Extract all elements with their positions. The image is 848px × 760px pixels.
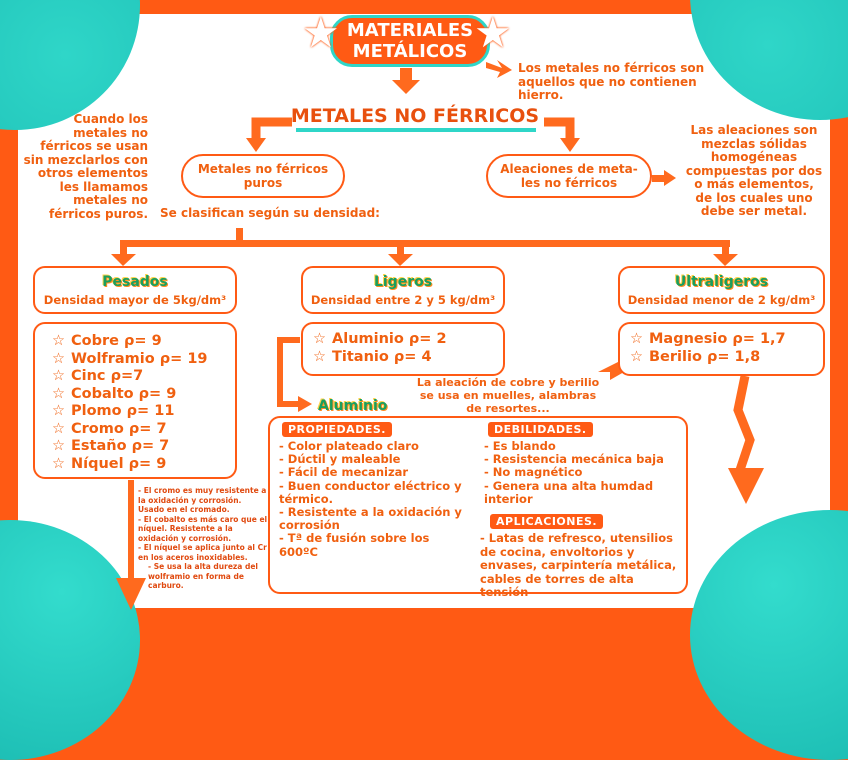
star-icon: ☆: [52, 385, 65, 402]
list-item: - No magnético: [484, 465, 583, 480]
title-star-left: ★: [302, 8, 340, 57]
category-pesados: [33, 266, 237, 314]
list-item: - Resistencia mecánica baja: [484, 452, 664, 467]
properties-label: PROPIEDADES.: [282, 422, 392, 437]
list-item: - Tª de fusión sobre los 600ºC: [279, 531, 430, 559]
alloy-note: La aleación de cobre y berilio se usa en muelles, alambras de resortes...: [416, 376, 600, 415]
list-item: [52, 351, 232, 369]
star-icon: ☆: [630, 348, 643, 365]
left-note: Cuando los metales no férricos se usan sin mezclarlos con otros elementos les llamamos metales no férricos puros.: [23, 112, 148, 221]
list-item-text: Berilio ρ= 1,8: [649, 348, 761, 365]
list-item: [52, 403, 232, 421]
list-item-text: Estaño ρ= 7: [71, 438, 170, 454]
main-heading: METALES NO FÉRRICOS: [290, 105, 540, 127]
list-item-text: Magnesio ρ= 1,7: [649, 331, 786, 347]
list-item-text: Titanio ρ= 4: [332, 348, 432, 365]
list-item-text: Cobre ρ= 9: [71, 333, 162, 349]
list-item: [52, 386, 232, 404]
pesados-list: [52, 333, 232, 473]
star-icon: ☆: [52, 368, 65, 384]
category-pesados-title: Pesados: [102, 273, 168, 290]
branch-alloys-line1: Aleaciones de meta-: [500, 162, 638, 176]
list-item: - Genera una alta humdad interior: [484, 478, 654, 506]
weaknesses-list: [484, 440, 680, 506]
list-item: - Es blando: [484, 439, 556, 453]
star-icon: ☆: [313, 331, 326, 347]
list-item: - Buen conductor eléctrico y térmico.: [279, 478, 462, 506]
list-item: [52, 333, 232, 351]
list-item-text: Aluminio ρ= 2: [332, 331, 447, 347]
applications-label: APLICACIONES.: [490, 514, 603, 529]
category-ultraligeros-title: Ultraligeros: [674, 273, 769, 290]
star-icon: ☆: [52, 333, 65, 349]
title-line2: METÁLICOS: [352, 40, 468, 62]
list-item: - Color plateado claro: [279, 439, 419, 453]
star-icon: ☆: [52, 420, 65, 437]
title-note: Los metales no férricos son aquellos que no contienen hierro.: [518, 61, 705, 102]
branch-pure-metals: [181, 154, 345, 198]
list-item: [52, 421, 232, 439]
star-icon: ☆: [630, 331, 643, 347]
star-icon: ☆: [52, 438, 65, 454]
ligeros-list: [313, 331, 498, 366]
category-ultraligeros: [618, 266, 825, 314]
list-item-text: Cobalto ρ= 9: [71, 385, 177, 402]
star-icon: ☆: [313, 348, 326, 365]
list-item: [52, 438, 232, 456]
list-item: [630, 349, 820, 367]
list-item-text: Wolframio ρ= 19: [71, 350, 208, 367]
heavy-note: - Se usa la alta dureza del wolframio en forma de carburo.: [148, 562, 258, 590]
title-star-right: ★: [474, 8, 512, 57]
category-ligeros: [301, 266, 505, 314]
list-item: [313, 331, 498, 349]
list-item-text: Níquel ρ= 9: [71, 455, 167, 472]
classify-label: Se clasifican según su densidad:: [160, 206, 380, 220]
branch-alloys: [486, 154, 652, 198]
list-item: - Dúctil y maleable: [279, 452, 401, 467]
branch-pure-metals-line2: puros: [243, 176, 283, 190]
list-item: - Resistente a la oxidación y corrosión: [279, 505, 462, 533]
category-ligeros-title: Ligeros: [373, 273, 433, 290]
list-item-text: Cinc ρ=7: [71, 368, 144, 384]
category-ultraligeros-density: Densidad menor de 2 kg/dm³: [627, 292, 816, 307]
star-icon: ☆: [52, 403, 65, 419]
main-heading-underline: [296, 128, 536, 132]
list-item-text: Plomo ρ= 11: [71, 403, 175, 419]
heavy-note: - El cobalto es más caro que el níquel. Resistente a la oxidación y corrosión.: [138, 514, 268, 543]
category-ligeros-density: Densidad entre 2 y 5 kg/dm³: [310, 292, 496, 307]
title-line1: MATERIALES: [346, 19, 474, 41]
branch-alloys-line2: les no férricos: [520, 176, 618, 190]
branch-pure-metals-line1: Metales no férricos: [197, 162, 329, 176]
right-note: Las aleaciones son mezclas sólidas homogéneas compuestas por dos o más elementos, de los cuales uno debe ser metal.: [685, 123, 823, 218]
list-item: [52, 456, 232, 474]
heavy-note: - El níquel se aplica junto al Cr en los aceros inoxidables.: [138, 543, 267, 562]
list-item: [313, 349, 498, 367]
properties-list: [279, 440, 471, 559]
weaknesses-label: DEBILIDADES.: [488, 422, 593, 437]
star-icon: ☆: [52, 455, 65, 472]
list-item: [52, 368, 232, 386]
ultraligeros-list: [630, 331, 820, 366]
heavy-note: - El cromo es muy resistente a la oxidación y corrosión. Usado en el cromado.: [138, 486, 267, 514]
aluminio-title: Aluminio: [318, 398, 388, 414]
heavy-notes: [138, 486, 270, 591]
applications-text: - Latas de refresco, utensilios de cocina, envoltorios y envases, carpintería metálica, cables de torres de alta tensión: [480, 531, 677, 599]
list-item: [630, 331, 820, 349]
list-item-text: Cromo ρ= 7: [71, 420, 167, 437]
list-item: - Fácil de mecanizar: [279, 465, 409, 480]
category-pesados-density: Densidad mayor de 5kg/dm³: [43, 292, 227, 307]
star-icon: ☆: [52, 350, 65, 367]
